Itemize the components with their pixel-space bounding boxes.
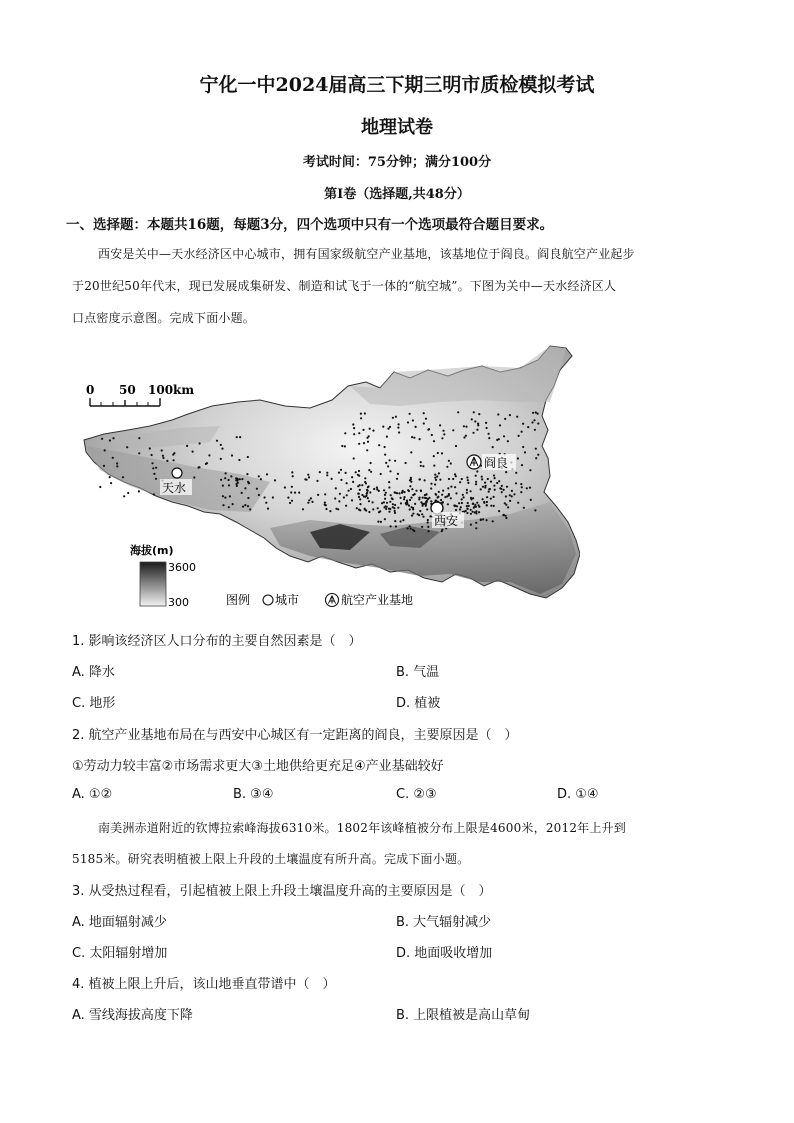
volume-heading: 第Ⅰ卷（选择题,共48分） bbox=[324, 187, 470, 202]
passage2-line-1: 南美洲赤道附近的钦博拉索峰海拔6310米。1802年该峰植被分布上限是4600米，2012年上升到 bbox=[98, 821, 626, 835]
question-2-stem: 2. 航空产业基地布局在与西安中心城区有一定距离的阎良，主要原因是（ ） bbox=[72, 728, 518, 743]
population-density-map bbox=[80, 342, 580, 612]
scale-tick-50: 50 bbox=[119, 383, 136, 397]
elevation-ramp bbox=[140, 562, 166, 606]
legend-city-icon bbox=[263, 595, 273, 605]
exam-title: 宁化一中2024届高三下期三明市质检模拟考试 bbox=[199, 74, 595, 96]
city-label-tianshui: 天水 bbox=[162, 481, 187, 495]
question-3-option-a[interactable]: A. 地面辐射减少 bbox=[72, 915, 167, 930]
question-3-option-c[interactable]: C. 太阳辐射增加 bbox=[72, 946, 168, 961]
legend-base-label: 航空产业基地 bbox=[341, 593, 414, 607]
scale-tick-0: 0 bbox=[86, 383, 95, 397]
section-heading: 一、选择题：本题共16题，每题3分，四个选项中只有一个选项最符合题目要求。 bbox=[66, 217, 554, 233]
question-3-option-d[interactable]: D. 地面吸收增加 bbox=[396, 946, 493, 961]
question-2-option-a[interactable]: A. ①② bbox=[72, 787, 113, 802]
elevation-low: 300 bbox=[168, 596, 189, 609]
question-3-stem: 3. 从受热过程看，引起植被上限上升段土壤温度升高的主要原因是（ ） bbox=[72, 884, 492, 899]
scale-bar bbox=[86, 383, 194, 406]
question-4-option-b[interactable]: B. 上限植被是高山草甸 bbox=[396, 1008, 531, 1023]
exam-subject: 地理试卷 bbox=[361, 117, 433, 138]
aviation-base-icon bbox=[467, 455, 481, 469]
question-4-option-a[interactable]: A. 雪线海拔高度下降 bbox=[72, 1008, 193, 1023]
elevation-legend bbox=[130, 543, 196, 609]
scale-tick-100km: 100km bbox=[148, 383, 195, 397]
exam-info: 考试时间：75分钟；满分100分 bbox=[302, 155, 492, 170]
question-2-statements: ①劳动力较丰富②市场需求更大③土地供给更充足④产业基础较好 bbox=[72, 759, 444, 774]
question-4-stem: 4. 植被上限上升后，该山地垂直带谱中（ ） bbox=[72, 977, 336, 992]
question-1-option-b[interactable]: B. 气温 bbox=[396, 665, 440, 680]
city-label-yanliang: 阎良 bbox=[484, 456, 509, 470]
question-1-stem: 1. 影响该经济区人口分布的主要自然因素是（ ） bbox=[72, 634, 362, 649]
question-2-option-d[interactable]: D. ①④ bbox=[557, 787, 599, 802]
elevation-title: 海拔(m) bbox=[130, 544, 174, 557]
passage1-line-1: 西安是关中—天水经济区中心城市，拥有国家级航空产业基地，该基地位于阎良。阎良航空产业起步 bbox=[98, 247, 635, 261]
passage1-line-2: 于20世纪50年代末，现已发展成集研发、制造和试飞于一体的“航空城”。下图为关中—天水经济区人 bbox=[72, 279, 617, 293]
city-label-xian: 西安 bbox=[434, 514, 459, 528]
legend-title: 图例 bbox=[226, 593, 251, 607]
question-2-option-c[interactable]: C. ②③ bbox=[396, 787, 437, 802]
question-1-option-a[interactable]: A. 降水 bbox=[72, 665, 115, 680]
map-legend bbox=[226, 592, 413, 607]
legend-base-icon bbox=[326, 594, 339, 607]
question-1-option-d[interactable]: D. 植被 bbox=[396, 696, 441, 711]
passage2-line-2: 5185米。研究表明植被上限上升段的土壤温度有所升高。完成下面小题。 bbox=[72, 852, 470, 866]
city-icon bbox=[172, 468, 182, 478]
question-2-option-b[interactable]: B. ③④ bbox=[233, 787, 274, 802]
aviation-base-yanliang bbox=[467, 454, 516, 470]
passage1-line-3: 口点密度示意图。完成下面小题。 bbox=[72, 311, 256, 325]
question-1-option-c[interactable]: C. 地形 bbox=[72, 696, 116, 711]
elevation-high: 3600 bbox=[168, 561, 196, 574]
legend-city-label: 城市 bbox=[275, 593, 300, 607]
question-3-option-b[interactable]: B. 大气辐射减少 bbox=[396, 915, 492, 930]
